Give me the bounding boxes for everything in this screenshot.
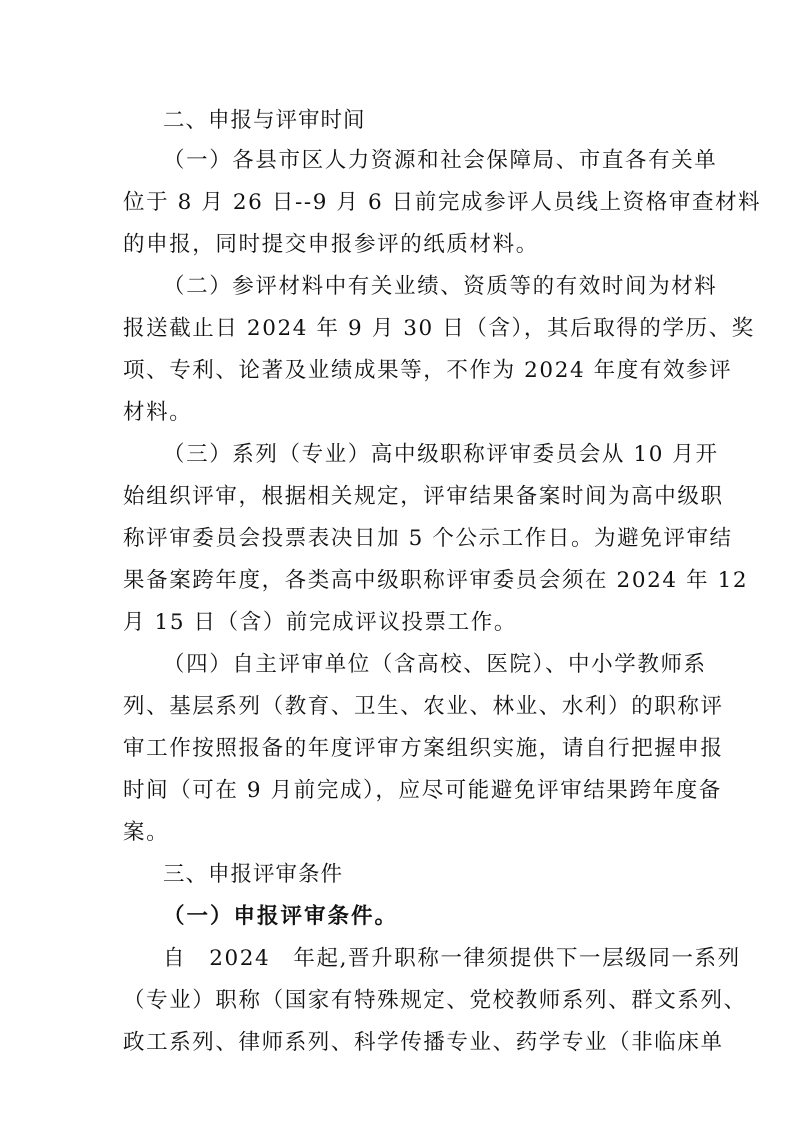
paragraph-line: 审工作按照报备的年度评审方案组织实施，请自行把握申报 xyxy=(123,736,724,761)
paragraph-line: 的申报，同时提交申报参评的纸质材料。 xyxy=(123,232,539,257)
paragraph-line: （专业）职称（国家有特殊规定、党校教师系列、群文系列、 xyxy=(123,988,747,1013)
paragraph-line: 自 2024 年起,晋升职称一律须提供下一层级同一系列 xyxy=(163,946,741,971)
paragraph-line: 始组织评审，根据相关规定，评审结果备案时间为高中级职 xyxy=(123,484,724,509)
paragraph-line: 案。 xyxy=(123,820,170,845)
paragraph-line: 列、基层系列（教育、卫生、农业、林业、水利）的职称评 xyxy=(123,694,724,719)
paragraph-line: 果备案跨年度，各类高中级职称评审委员会须在 2024 年 12 xyxy=(123,568,749,593)
paragraph-line: （三）系列（专业）高中级职称评审委员会从 10 月开 xyxy=(163,442,719,467)
paragraph-line: 位于 8 月 26 日--9 月 6 日前完成参评人员线上资格审查材料 xyxy=(123,190,762,215)
paragraph-line: （二）参评材料中有关业绩、资质等的有效时间为材料 xyxy=(163,274,718,299)
paragraph-line: 称评审委员会投票表决日加 5 个公示工作日。为避免评审结 xyxy=(123,526,733,551)
section-heading-3: 三、申报评审条件 xyxy=(163,862,344,887)
paragraph-line: 政工系列、律师系列、科学传播专业、药学专业（非临床单 xyxy=(123,1030,724,1055)
paragraph-line: 月 15 日（含）前完成评议投票工作。 xyxy=(123,610,517,635)
paragraph-line: （一）各县市区人力资源和社会保障局、市直各有关单 xyxy=(163,148,718,173)
paragraph-line: 报送截止日 2024 年 9 月 30 日（含），其后取得的学历、奖 xyxy=(123,316,755,341)
paragraph-line: 材料。 xyxy=(123,400,193,425)
paragraph-line: 项、专利、论著及业绩成果等，不作为 2024 年度有效参评 xyxy=(123,358,733,383)
section-heading-2: 二、申报与评审时间 xyxy=(163,108,366,133)
paragraph-line: 时间（可在 9 月前完成），应尽可能避免评审结果跨年度备 xyxy=(123,778,722,803)
paragraph-line: （四）自主评审单位（含高校、医院）、中小学教师系 xyxy=(163,652,707,677)
subsection-heading: （一）申报评审条件。 xyxy=(163,904,399,929)
